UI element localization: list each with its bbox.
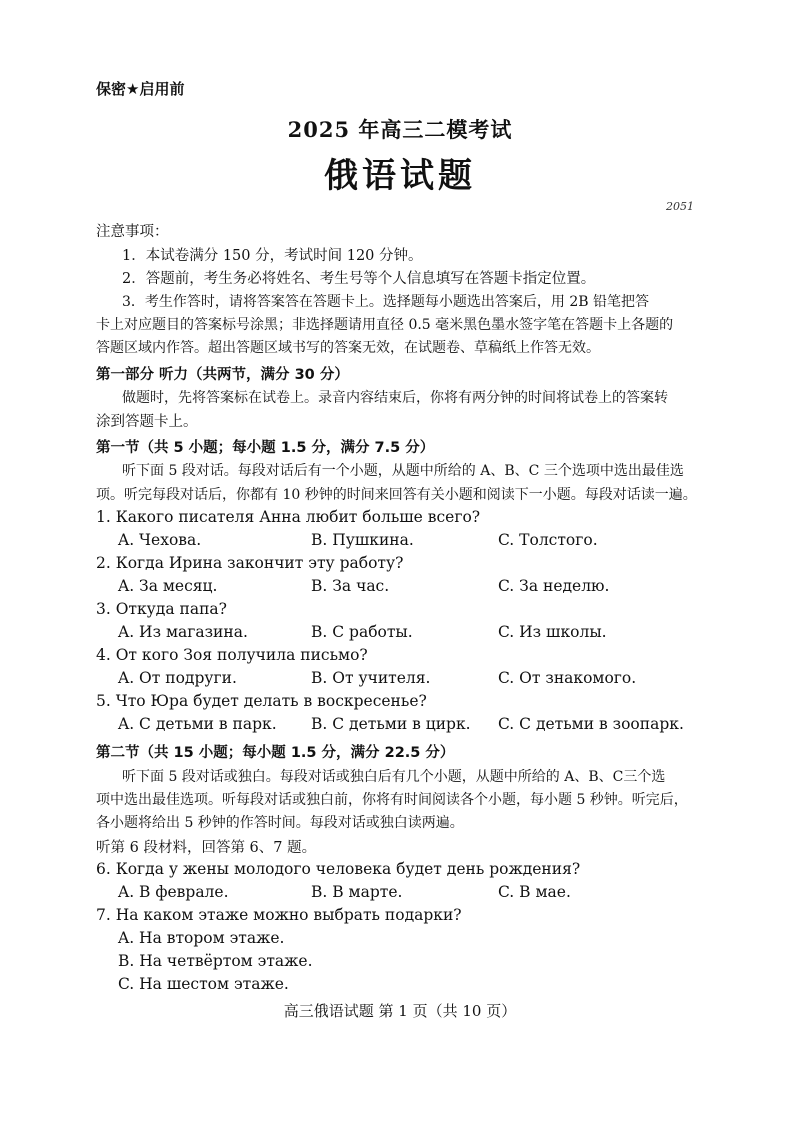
q5-option-b: B. С детьми в цирк. [311, 715, 471, 733]
exam-title: 2025 年高三二模考试 [287, 117, 513, 142]
q3-option-b: B. С работы. [311, 623, 413, 641]
notes-item-2: 2．答题前，考生务必将姓名、考生号等个人信息填写在答题卡指定位置。 [122, 271, 596, 287]
q2-option-b: B. За час. [311, 577, 390, 595]
confidential-label: 保密★启用前 [96, 80, 185, 98]
section1-intro-2: 项。听完每段对话后，你都有 10 秒钟的时间来回答有关小题和阅读下一小题。每段对话读一遍。 [96, 487, 697, 503]
q6-option-c: C. В мае. [498, 883, 571, 901]
part1-intro-1: 做题时，先将答案标在试卷上。录音内容结束后，你将有两分钟的时间将试卷上的答案转 [122, 390, 668, 406]
notes-item-3: 3．考生作答时，请将答案答在答题卡上。选择题每小题选出答案后，用 2B 铅笔把答 [122, 294, 650, 310]
q5-option-a: A. С детьми в парк. [118, 715, 277, 733]
q2-option-a: A. За месяц. [118, 577, 218, 595]
notes-item-3-cont1: 卡上对应题目的答案标号涂黑；非选择题请用直径 0.5 毫米黑色墨水签字笔在答题卡上各题的 [96, 317, 674, 333]
q4-option-c: C. От знакомого. [498, 669, 637, 687]
q3-option-c: C. Из школы. [498, 623, 607, 641]
material-note: 听第 6 段材料，回答第 6、7 题。 [96, 840, 317, 856]
notes-item-1: 1．本试卷满分 150 分，考试时间 120 分钟。 [122, 248, 423, 264]
section2-heading: 第二节（共 15 小题；每小题 1.5 分，满分 22.5 分） [96, 745, 455, 761]
q7-option-b: B. На четвёртом этаже. [118, 952, 313, 970]
q7-option-c: C. На шестом этаже. [118, 975, 289, 993]
q1-option-c: C. Толстого. [498, 531, 598, 549]
q6-option-b: B. В марте. [311, 883, 403, 901]
question-2: 2. Когда Ирина закончит эту работу? [96, 554, 404, 572]
section1-intro-1: 听下面 5 段对话。每段对话后有一个小题，从题中所给的 A、B、C 三个选项中选出最佳选 [122, 463, 684, 479]
question-7: 7. На каком этаже можно выбрать подарки? [96, 906, 462, 924]
q2-option-c: C. За неделю. [498, 577, 610, 595]
q7-option-a: A. На втором этаже. [118, 929, 285, 947]
question-4: 4. От кого Зоя получила письмо? [96, 646, 368, 664]
q1-option-b: B. Пушкина. [311, 531, 414, 549]
section2-intro-2: 项中选出最佳选项。听每段对话或独白前，你将有时间阅读各个小题，每小题 5 秒钟。听完后， [96, 792, 688, 808]
notes-heading: 注意事项： [96, 224, 169, 240]
question-5: 5. Что Юра будет делать в воскресенье? [96, 692, 427, 710]
section2-intro-1: 听下面 5 段对话或独白。每段对话或独白后有几个小题，从题中所给的 A、B、C三个选 [122, 769, 666, 785]
page-footer: 高三俄语试题 第 1 页（共 10 页） [283, 1002, 517, 1020]
notes-item-3-cont2: 答题区域内作答。超出答题区域书写的答案无效，在试题卷、草稿纸上作答无效。 [96, 340, 600, 356]
question-6: 6. Когда у жены молодого человека будет день рождения? [96, 860, 581, 878]
part1-heading: 第一部分 听力（共两节，满分 30 分） [96, 367, 349, 383]
part1-intro-2: 涂到答题卡上。 [96, 414, 198, 430]
subject-title: 俄语试题 [324, 156, 476, 196]
q4-option-b: B. От учителя. [311, 669, 431, 687]
q1-option-a: A. Чехова. [118, 531, 202, 549]
question-3: 3. Откуда папа? [96, 600, 227, 618]
q6-option-a: A. В феврале. [118, 883, 229, 901]
q3-option-a: A. Из магазина. [118, 623, 248, 641]
q4-option-a: A. От подруги. [118, 669, 237, 687]
question-1: 1. Какого писателя Анна любит больше всего? [96, 508, 481, 526]
q5-option-c: C. С детьми в зоопарк. [498, 715, 684, 733]
section1-heading: 第一节（共 5 小题；每小题 1.5 分，满分 7.5 分） [96, 440, 435, 456]
corner-mark: 2051 [666, 200, 694, 213]
section2-intro-3: 各小题将给出 5 秒钟的作答时间。每段对话或独白读两遍。 [96, 815, 464, 831]
